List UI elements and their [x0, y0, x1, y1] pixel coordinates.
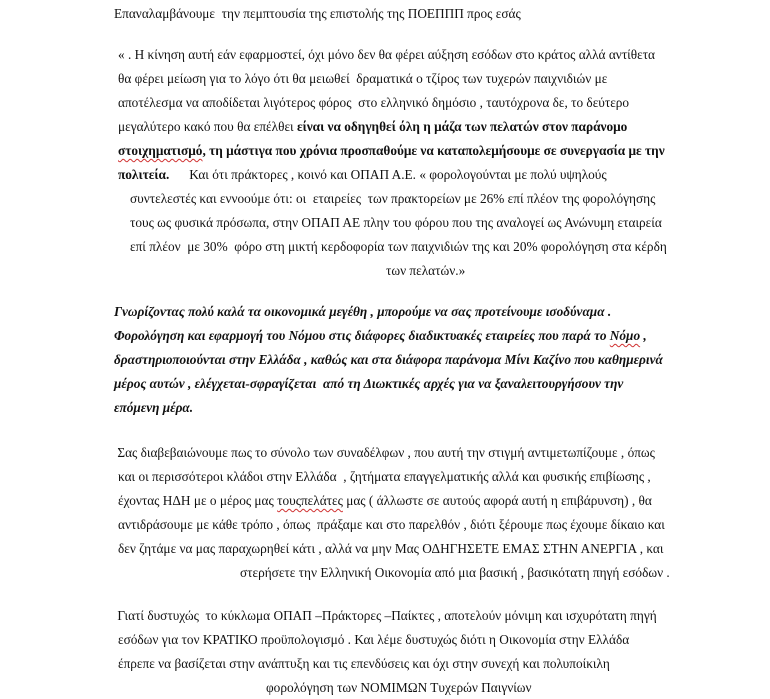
closing-line-2: [118, 628, 629, 651]
proposal-text-2c: ,: [640, 328, 647, 343]
proposal-text-1: Γνωρίζοντας πολύ καλά τα οικονομικά μεγέθη , μπορούμε να σας προτείνουμε ισοδύναμα .: [114, 304, 612, 319]
closing-line-4: [266, 676, 532, 699]
proposal-line-1: [114, 300, 611, 323]
quote-line-6: [118, 163, 607, 186]
quote-text-4a: μεγαλύτερο κακό που θα επέλθει: [118, 119, 297, 134]
assurance-text-3b-misspelled: τουςπελάτες: [277, 493, 343, 508]
proposal-text-4: μέρος αυτών , ελέγχεται-σφραγίζεται από τη Διωκτικές αρχές για να ξαναλειτουργήσουν την: [114, 376, 624, 391]
quote-line-1: [118, 43, 655, 66]
assurance-text-3c: μας ( άλλωστε σε αυτούς αφορά αυτή η επιβάρυνση) , θα: [342, 493, 652, 508]
quote-text-9: επί πλέον με 30% φόρο στη μικτή κερδοφορία των παιχνιδιών της και 20% φορολόγηση στα κέρδη: [130, 239, 667, 254]
closing-line-3: [118, 652, 610, 675]
assurance-line-4: [118, 513, 665, 536]
assurance-line-6: [240, 561, 670, 584]
proposal-text-2b-misspelled: Νόμο: [609, 328, 641, 343]
quote-line-8: [130, 211, 662, 234]
quote-text-7: συντελεστές και εννοούμε ότι: οι εταιρείες των πρακτορείων με 26% επί πλέον της φορολόγησης: [130, 191, 656, 206]
quote-line-7: [130, 187, 655, 210]
quote-line-4: [118, 115, 627, 138]
assurance-text-3a: έχοντας ΗΔΗ με ο μέρος μας: [118, 493, 278, 508]
quote-text-10: των πελατών.»: [386, 263, 466, 278]
quote-line-9: [130, 235, 667, 258]
quote-text-6a: πολιτεία.: [118, 167, 170, 182]
proposal-line-2: [114, 324, 647, 347]
quote-text-4b: είναι να οδηγηθεί όλη η μάζα των πελατών στον παράνομο: [296, 119, 628, 134]
quote-text-5a-misspelled: στοιχηματισμό: [118, 143, 203, 158]
quote-text-6b: Και ότι πράκτορες , κοινό και ΟΠΑΠ Α.Ε. « φορολογούνται με πολύ υψηλούς: [169, 167, 607, 182]
assurance-line-5: [118, 537, 663, 560]
proposal-text-5: επόμενη μέρα.: [114, 400, 194, 415]
quote-text-8: τους ως φυσικά πρόσωπα, στην ΟΠΑΠ ΑΕ πλην του φόρου που της αναλογεί ως Ανώνυμη εταιρεία: [130, 215, 662, 230]
assurance-line-3: [118, 489, 652, 512]
quote-text-1: « . Η κίνηση αυτή εάν εφαρμοστεί, όχι μόνο δεν θα φέρει αύξηση εσόδων στο κράτος αλλά αντίθετα: [118, 47, 656, 62]
assurance-line-2: [118, 465, 651, 488]
quote-text-5b: , τη μάστιγα που χρόνια προσπαθούμε να καταπολεμήσουμε σε συνεργασία με την: [202, 143, 665, 158]
assurance-text-5: δεν ζητάμε να μας παραχωρηθεί κάτι , αλλά να μην Μας ΟΔΗΓΗΣΕΤΕ ΕΜΑΣ ΣΤΗΝ ΑΝΕΡΓΙΑ , και: [118, 541, 664, 556]
quote-line-3: [118, 91, 629, 114]
closing-text-1: Γιατί δυστυχώς το κύκλωμα ΟΠΑΠ –Πράκτορες –Παίκτες , αποτελούν μόνιμη και ισχυρότατη πηγή: [114, 608, 657, 623]
assurance-text-6: στερήσετε την Ελληνική Οικονομία από μια βασική , βασικότατη πηγή εσόδων .: [240, 565, 670, 580]
proposal-text-2a: Φορολόγηση και εφαρμογή του Νόμου στις διάφορες διαδικτυακές εταιρείες που παρά το: [114, 328, 610, 343]
quote-line-10: [386, 259, 465, 282]
quote-line-2: [118, 67, 607, 90]
closing-text-2: εσόδων για τον ΚΡΑΤΙΚΟ προϋπολογισμό . Και λέμε δυστυχώς διότι η Οικονομία στην Ελλάδα: [118, 632, 630, 647]
proposal-line-3: [114, 348, 663, 371]
heading-line: [114, 2, 521, 25]
closing-text-3: έπρεπε να βασίζεται στην ανάπτυξη και τις επενδύσεις και όχι στην συνεχή και πολυποίκιλη: [118, 656, 610, 671]
assurance-text-1: Σας διαβεβαιώνουμε πως το σύνολο των συναδέλφων , που αυτή την στιγμή αντιμετωπίζουμε , όπως: [114, 445, 655, 460]
quote-line-5: [118, 139, 665, 162]
proposal-line-5: [114, 396, 193, 419]
heading-text: Επαναλαμβάνουμε την πεμπτουσία της επιστολής της ΠΟΕΠΠΠ προς εσάς: [114, 6, 521, 21]
assurance-line-1: [114, 441, 655, 464]
proposal-text-3: δραστηριοποιούνται στην Ελλάδα , καθώς και στα διάφορα παράνομα Μίνι Καζίνο που καθημερινά: [114, 352, 663, 367]
quote-text-3: αποτέλεσμα να αποδίδεται λιγότερος φόρος στο ελληνικό δημόσιο , ταυτόχρονα δε, το δεύτερο: [118, 95, 630, 110]
quote-text-2: θα φέρει μείωση για το λόγο ότι θα μειωθεί δραματικά ο τζίρος των τυχερών παιχνιδιών με: [118, 71, 608, 86]
proposal-line-4: [114, 372, 623, 395]
assurance-text-4: αντιδράσουμε με κάθε τρόπο , όπως πράξαμε και στο παρελθόν , διότι ξέρουμε πως έχουμε δίκαιο και: [118, 517, 665, 532]
closing-text-4: φορολόγηση των ΝΟΜΙΜΩΝ Τυχερών Παιγνίων: [266, 680, 532, 695]
assurance-text-2: και οι περισσότεροι κλάδοι στην Ελλάδα , ζητήματα επαγγελματικής αλλά και φυσικής επιβίωσης ,: [118, 469, 651, 484]
closing-line-1: [114, 604, 657, 627]
